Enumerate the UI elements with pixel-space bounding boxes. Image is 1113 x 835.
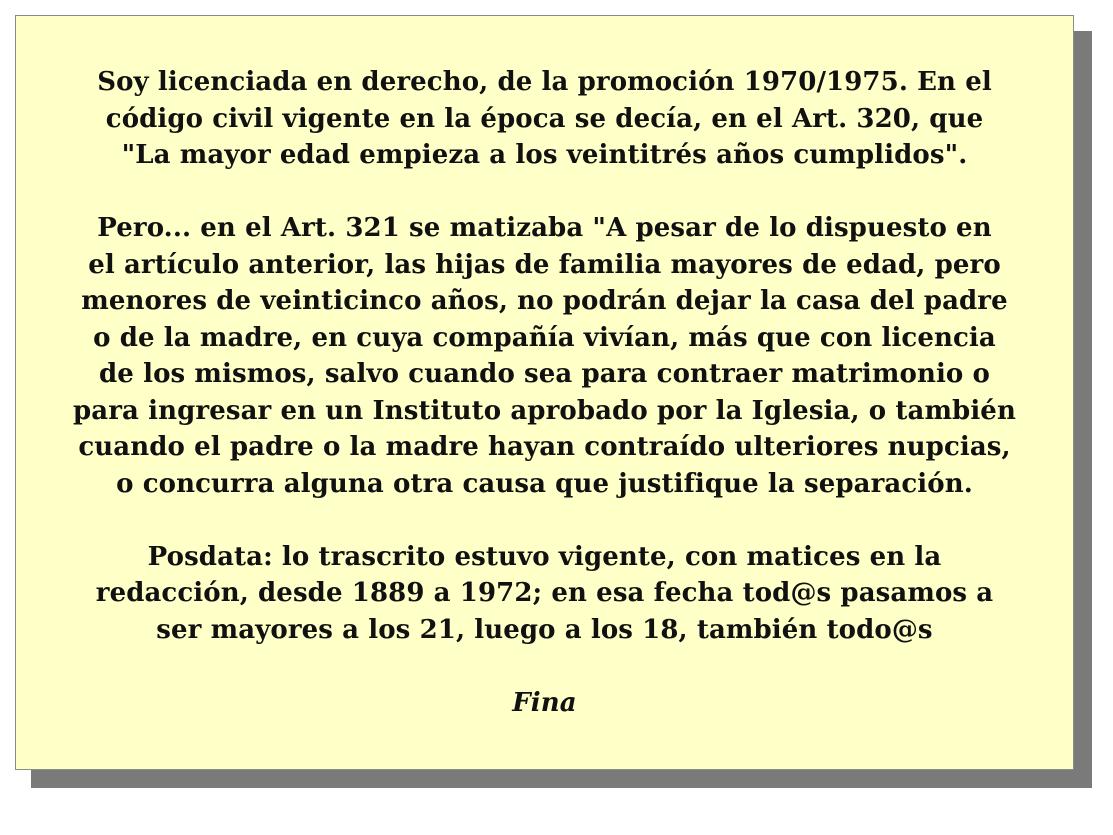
text-line: redacción, desde 1889 a 1972; en esa fecha tod@s pasamos a bbox=[95, 578, 994, 608]
paragraph-1 bbox=[30, 64, 1059, 174]
text-line: cuando el padre o la madre hayan contraído ulteriores nupcias, bbox=[78, 432, 1011, 462]
text-line: o concurra alguna otra causa que justifique la separación. bbox=[116, 468, 973, 499]
text-line: Pero... en el Art. 321 se matizaba "A pesar de lo dispuesto en bbox=[97, 213, 992, 243]
paragraph-2 bbox=[30, 210, 1059, 502]
note-card bbox=[15, 15, 1074, 770]
text-line: "La mayor edad empieza a los veintitrés años cumplidos". bbox=[121, 140, 968, 170]
signature: Fina bbox=[512, 687, 577, 718]
text-line: de los mismos, salvo cuando sea para contraer matrimonio o bbox=[99, 359, 990, 389]
text-line: Soy licenciada en derecho, de la promoción 1970/1975. En el bbox=[97, 67, 992, 97]
text-line: Posdata: lo trascrito estuvo vigente, con matices en la bbox=[147, 541, 942, 572]
text-line: ser mayores a los 21, luego a los 18, también todo@s bbox=[156, 614, 933, 645]
text-line: código civil vigente en la época se decía, en el Art. 320, que bbox=[105, 103, 984, 134]
note-content bbox=[30, 64, 1059, 721]
paragraph-3-postscript bbox=[30, 539, 1059, 649]
text-line: o de la madre, en cuya compañía vivían, más que con licencia bbox=[93, 322, 996, 353]
text-line: menores de veinticinco años, no podrán dejar la casa del padre bbox=[81, 286, 1008, 316]
text-line: para ingresar en un Instituto aprobado por la Iglesia, o también bbox=[73, 395, 1016, 426]
text-line: el artículo anterior, las hijas de familia mayores de edad, pero bbox=[88, 249, 1001, 280]
